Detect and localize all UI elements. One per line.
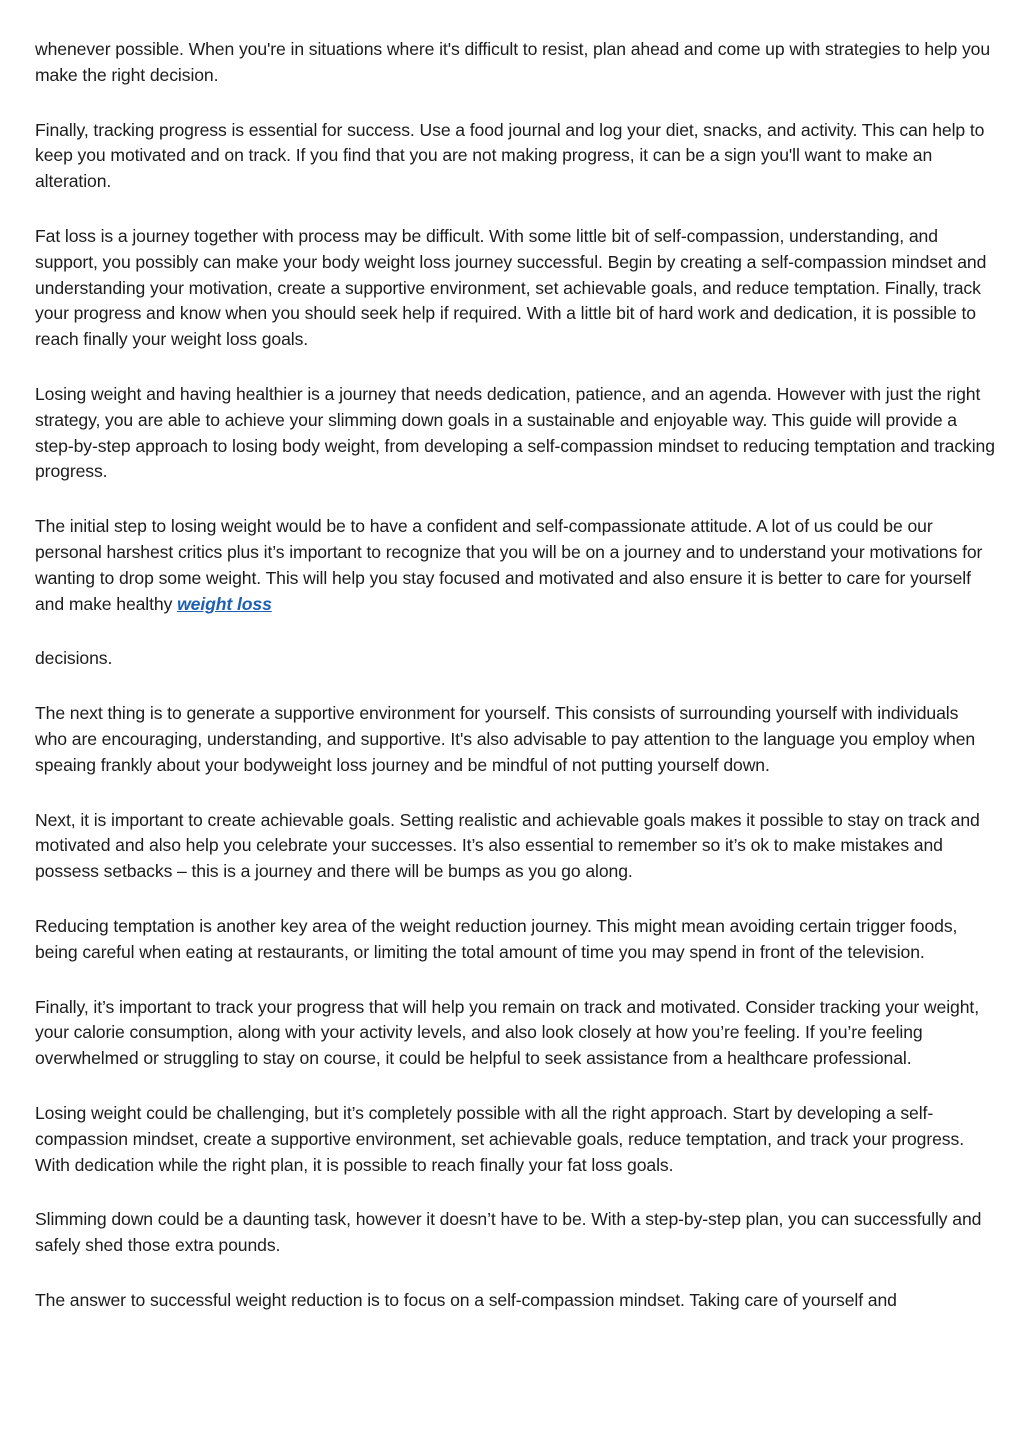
paragraph: Next, it is important to create achievable goals. Setting realistic and achievable goals makes it possible to stay on track and motivated and also help you celebrate your successes. It’s also essential to remember so it’s ok to make mistakes and possess setbacks – this is a journey and there will be bumps as you go along. bbox=[35, 809, 980, 882]
paragraph bbox=[35, 514, 995, 617]
weight-loss-link[interactable]: weight loss bbox=[177, 593, 272, 614]
paragraph: Losing weight and having healthier is a journey that needs dedication, patience, and an agenda. However with just the right strategy, you are able to achieve your slimming down goals in a sustainable and enjoyable way. This guide will provide a step-by-step approach to losing body weight, from developing a self-compassion mindset to reducing temptation and tracking progress. bbox=[35, 383, 995, 482]
paragraph: The answer to successful weight reduction is to focus on a self-compassion mindset. Taking care of yourself and bbox=[35, 1289, 897, 1310]
paragraph: Reducing temptation is another key area of the weight reduction journey. This might mean avoiding certain trigger foods, being careful when eating at restaurants, or limiting the total amount of time you may spend in front of the television. bbox=[35, 915, 958, 962]
paragraph: Finally, it’s important to track your progress that will help you remain on track and motivated. Consider tracking your weight, your calorie consumption, along with your activity levels, and also look closely at how you’re feeling. If you’re feeling overwhelmed or struggling to stay on course, it could be helpful to seek assistance from a healthcare professional. bbox=[35, 996, 979, 1069]
paragraph: Losing weight could be challenging, but it’s completely possible with all the right approach. Start by developing a self-compassion mindset, create a supportive environment, set achievable goals, reduce temptation, and track your progress. With dedication while the right plan, it is possible to reach finally your fat loss goals. bbox=[35, 1102, 964, 1175]
paragraph: decisions. bbox=[35, 648, 113, 669]
paragraph: Finally, tracking progress is essential for success. Use a food journal and log your diet, snacks, and activity. This can help to keep you motivated and on track. If you find that you are not making progress, it can be a sign you'll want to make an alteration. bbox=[35, 119, 985, 192]
paragraph: The next thing is to generate a supportive environment for yourself. This consists of surrounding yourself with individuals who are encouraging, understanding, and supportive. It's also advisable to pay attention to the language you employ when speaing frankly about your bodyweight loss journey and be mindful of not putting yourself down. bbox=[35, 703, 976, 775]
paragraph: whenever possible. When you're in situations where it's difficult to resist, plan ahead and come up with strategies to help you make the right decision. bbox=[35, 39, 991, 85]
paragraph-text: The initial step to losing weight would be to have a confident and self-compassionate attitude. A lot of us could be our personal harshest critics plus it’s important to recognize that you will be on a journey and to understand your motivations for wanting to drop some weight. This will help you stay focused and motivated and also ensure it is better to care for yourself and make healthy bbox=[35, 516, 983, 614]
paragraph: Fat loss is a journey together with process may be difficult. With some little bit of self-compassion, understanding, and support, you possibly can make your body weight loss journey successful. Begin by creating a self-compassion mindset and understanding your motivation, create a supportive environment, set achievable goals, and reduce temptation. Finally, track your progress and know when you should seek help if required. With a little bit of hard work and dedication, it is possible to reach finally your weight loss goals. bbox=[35, 225, 987, 350]
paragraph: Slimming down could be a daunting task, however it doesn’t have to be. With a step-by-step plan, you can successfully and safely shed those extra pounds. bbox=[35, 1209, 982, 1256]
document-body bbox=[35, 37, 995, 1343]
